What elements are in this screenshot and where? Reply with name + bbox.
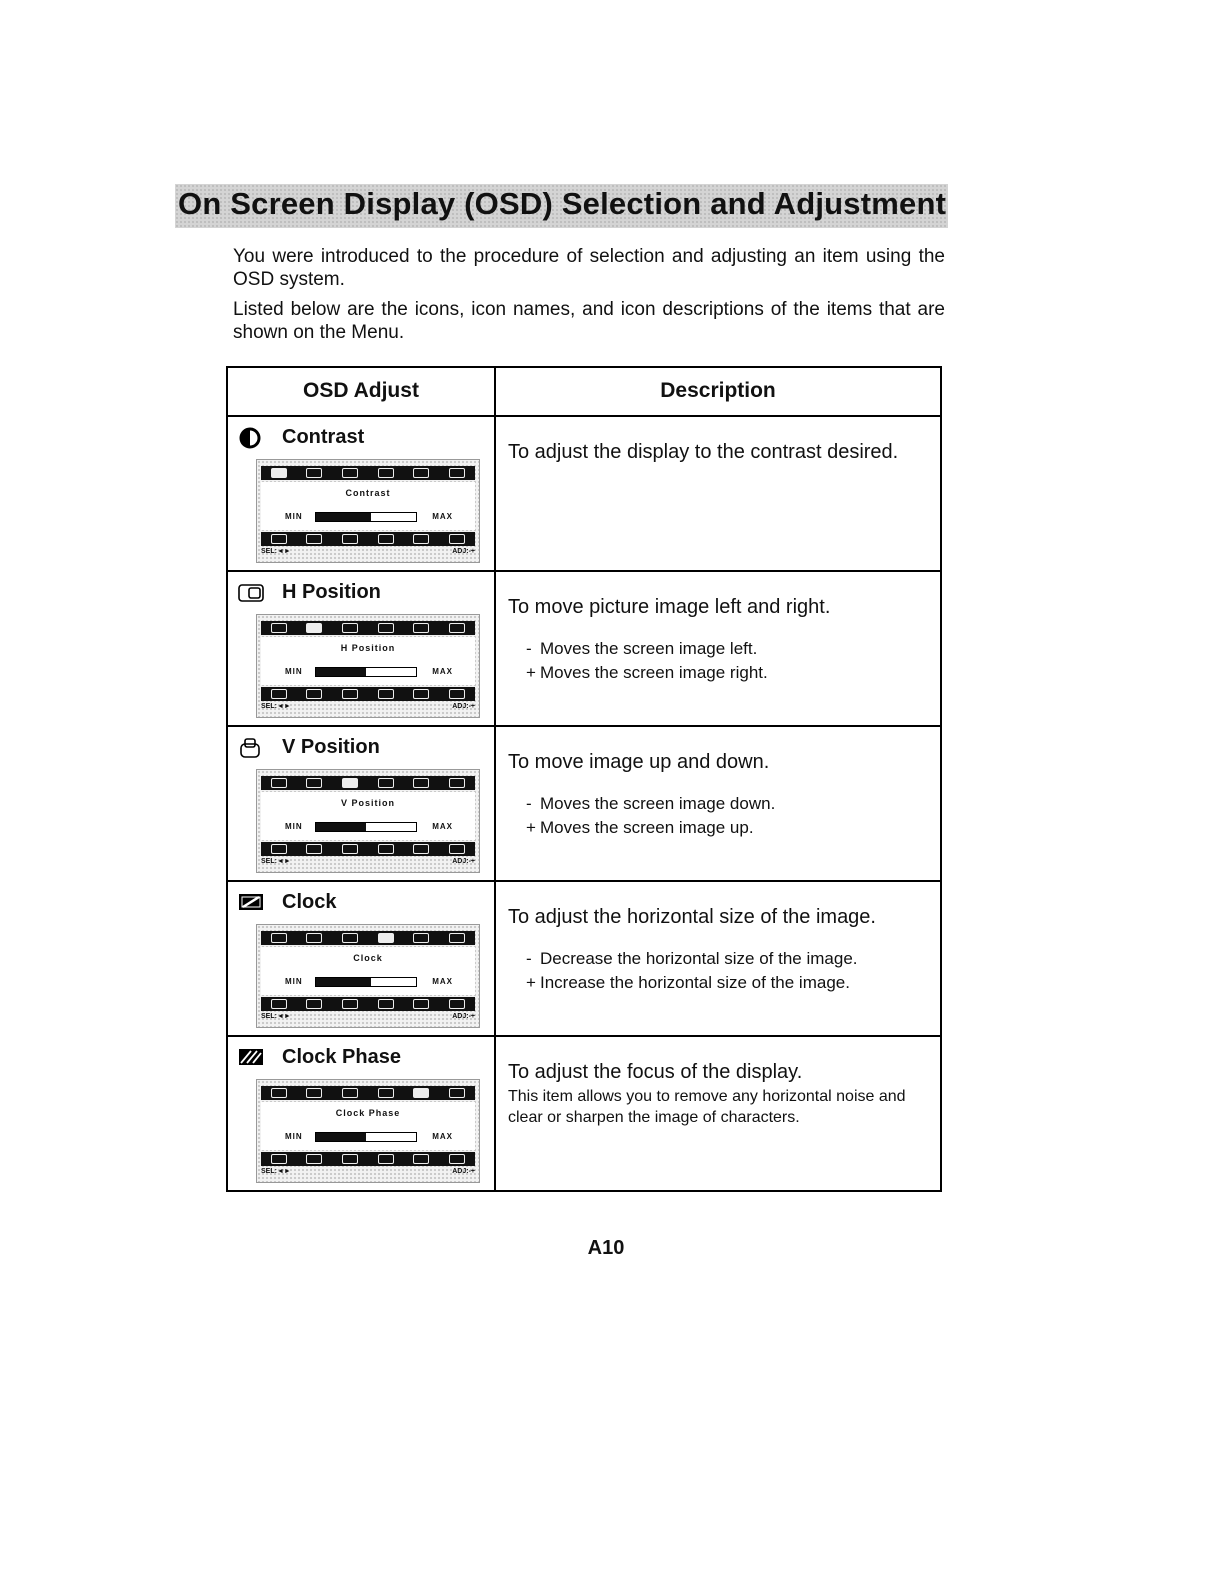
osd-menu-icon bbox=[342, 468, 358, 478]
osd-menu-icon bbox=[413, 689, 429, 699]
osd-bottom-menu-bar bbox=[261, 532, 475, 546]
desc-line-text: Increase the horizontal size of the image. bbox=[540, 972, 850, 992]
osd-menu-icon bbox=[342, 1154, 358, 1164]
osd-menu-icon bbox=[306, 1088, 322, 1098]
item-name: Contrast bbox=[282, 426, 365, 449]
osd-menu-icon bbox=[271, 999, 287, 1009]
desc-sign: + bbox=[526, 662, 536, 682]
osd-max-label: MAX bbox=[432, 976, 453, 986]
osd-menu-icon bbox=[378, 468, 394, 478]
item-name: H Position bbox=[282, 581, 381, 604]
osd-level-fill bbox=[316, 668, 366, 676]
v-position-icon bbox=[238, 737, 262, 759]
osd-panel bbox=[261, 1102, 475, 1150]
description bbox=[508, 441, 940, 464]
osd-menu-icon bbox=[413, 1154, 429, 1164]
osd-screenshot bbox=[256, 459, 480, 563]
header-description: Description bbox=[495, 367, 941, 416]
h-position-icon bbox=[238, 582, 262, 604]
osd-panel-title: H Position bbox=[340, 642, 396, 653]
osd-level-bar bbox=[315, 512, 417, 522]
osd-menu-icon bbox=[306, 534, 322, 544]
osd-menu-icon bbox=[413, 778, 429, 788]
table-row bbox=[227, 881, 941, 1036]
osd-footer-select: SEL:◄► bbox=[261, 547, 291, 555]
osd-menu-icon bbox=[378, 623, 394, 633]
osd-top-menu-bar bbox=[261, 621, 475, 635]
osd-max-label: MAX bbox=[432, 1131, 453, 1141]
header-osd-adjust: OSD Adjust bbox=[227, 367, 495, 416]
osd-adjust-cell bbox=[227, 416, 495, 571]
osd-menu-icon bbox=[449, 1088, 465, 1098]
osd-level-bar bbox=[315, 667, 417, 677]
description bbox=[508, 751, 940, 838]
osd-menu-icon bbox=[306, 933, 322, 943]
desc-line bbox=[526, 663, 940, 683]
osd-menu-icon bbox=[306, 999, 322, 1009]
description-cell bbox=[495, 1036, 941, 1191]
desc-line-text: Moves the screen image down. bbox=[540, 793, 776, 813]
osd-menu-icon bbox=[449, 778, 465, 788]
osd-adjust-cell bbox=[227, 881, 495, 1036]
item-heading bbox=[238, 580, 494, 606]
osd-panel-title: Clock Phase bbox=[335, 1107, 401, 1118]
desc-line bbox=[526, 639, 940, 659]
osd-level-fill bbox=[316, 1133, 366, 1141]
osd-top-menu-bar bbox=[261, 776, 475, 790]
osd-menu-icon bbox=[449, 844, 465, 854]
osd-menu-icon bbox=[342, 999, 358, 1009]
desc-sign: + bbox=[526, 817, 536, 837]
osd-menu-icon bbox=[449, 1154, 465, 1164]
osd-top-menu-bar bbox=[261, 1086, 475, 1100]
osd-footer bbox=[261, 1168, 475, 1178]
desc-line bbox=[526, 949, 940, 969]
osd-menu-icon bbox=[342, 844, 358, 854]
osd-menu-icon bbox=[449, 689, 465, 699]
osd-menu-icon bbox=[306, 468, 322, 478]
osd-level-bar bbox=[315, 1132, 417, 1142]
osd-footer-select: SEL:◄► bbox=[261, 1012, 291, 1020]
table-row bbox=[227, 416, 941, 571]
desc-main: To adjust the display to the contrast desired. bbox=[508, 440, 899, 463]
osd-menu-icon bbox=[342, 778, 358, 788]
osd-menu-icon bbox=[342, 623, 358, 633]
osd-menu-icon bbox=[378, 1088, 394, 1098]
osd-adjust-cell bbox=[227, 571, 495, 726]
table-row bbox=[227, 1036, 941, 1191]
osd-menu-icon bbox=[306, 623, 322, 633]
osd-menu-icon bbox=[271, 1154, 287, 1164]
description-cell bbox=[495, 726, 941, 881]
desc-sign: + bbox=[526, 972, 536, 992]
osd-menu-icon bbox=[306, 778, 322, 788]
osd-bottom-menu-bar bbox=[261, 997, 475, 1011]
osd-level-fill bbox=[316, 823, 366, 831]
item-name: Clock bbox=[282, 891, 337, 914]
osd-top-menu-bar bbox=[261, 466, 475, 480]
osd-footer-adjust: ADJ:-+ bbox=[452, 857, 475, 865]
osd-menu-icon bbox=[449, 468, 465, 478]
osd-screenshot bbox=[256, 614, 480, 718]
clock-phase-icon bbox=[238, 1047, 262, 1069]
osd-menu-icon bbox=[449, 623, 465, 633]
osd-menu-icon bbox=[271, 844, 287, 854]
osd-adjust-cell bbox=[227, 1036, 495, 1191]
desc-note: This item allows you to remove any horizontal noise and clear or sharpen the image of characters. bbox=[508, 1087, 906, 1126]
table-row bbox=[227, 726, 941, 881]
osd-level-fill bbox=[316, 513, 371, 521]
osd-menu-icon bbox=[378, 999, 394, 1009]
osd-menu-icon bbox=[271, 1088, 287, 1098]
osd-menu-icon bbox=[413, 844, 429, 854]
osd-menu-icon bbox=[271, 534, 287, 544]
osd-menu-icon bbox=[342, 933, 358, 943]
osd-menu-icon bbox=[449, 534, 465, 544]
osd-panel-title: Contrast bbox=[345, 487, 391, 498]
osd-menu-icon bbox=[378, 689, 394, 699]
osd-adjust-cell bbox=[227, 726, 495, 881]
intro-paragraph-2: Listed below are the icons, icon names, and icon descriptions of the items that are shown on the Menu. bbox=[233, 299, 945, 343]
item-name: Clock Phase bbox=[282, 1046, 401, 1069]
desc-main: To adjust the horizontal size of the image. bbox=[508, 905, 876, 928]
osd-bottom-menu-bar bbox=[261, 1152, 475, 1166]
osd-footer-select: SEL:◄► bbox=[261, 857, 291, 865]
osd-menu-icon bbox=[413, 468, 429, 478]
osd-footer-adjust: ADJ:-+ bbox=[452, 1167, 475, 1175]
description-cell bbox=[495, 571, 941, 726]
contrast-icon bbox=[238, 427, 262, 449]
intro-paragraph-1: You were introduced to the procedure of selection and adjusting an item using the OSD system. bbox=[233, 246, 945, 290]
osd-min-label: MIN bbox=[285, 821, 303, 831]
osd-menu-icon bbox=[378, 534, 394, 544]
osd-menu-icon bbox=[413, 933, 429, 943]
item-heading bbox=[238, 735, 494, 761]
osd-panel-title: V Position bbox=[340, 797, 395, 808]
desc-line-text: Moves the screen image up. bbox=[540, 817, 754, 837]
osd-menu-icon bbox=[378, 844, 394, 854]
osd-panel bbox=[261, 947, 475, 995]
osd-menu-icon bbox=[413, 999, 429, 1009]
osd-menu-icon bbox=[378, 1154, 394, 1164]
osd-footer-adjust: ADJ:-+ bbox=[452, 547, 475, 555]
osd-menu-icon bbox=[413, 623, 429, 633]
desc-line-text: Moves the screen image left. bbox=[540, 638, 758, 658]
osd-menu-icon bbox=[271, 623, 287, 633]
desc-sign: - bbox=[526, 948, 532, 968]
osd-min-label: MIN bbox=[285, 976, 303, 986]
osd-menu-icon bbox=[271, 468, 287, 478]
item-heading bbox=[238, 890, 494, 916]
osd-screenshot bbox=[256, 924, 480, 1028]
osd-panel-title: Clock bbox=[353, 952, 383, 963]
osd-footer bbox=[261, 548, 475, 558]
osd-footer-select: SEL:◄► bbox=[261, 702, 291, 710]
desc-line bbox=[526, 973, 940, 993]
desc-sign: - bbox=[526, 638, 532, 658]
osd-level-bar bbox=[315, 822, 417, 832]
osd-footer bbox=[261, 858, 475, 868]
osd-level-bar bbox=[315, 977, 417, 987]
osd-max-label: MAX bbox=[432, 666, 453, 676]
osd-footer-select: SEL:◄► bbox=[261, 1167, 291, 1175]
osd-top-menu-bar bbox=[261, 931, 475, 945]
table-row bbox=[227, 571, 941, 726]
item-heading bbox=[238, 1045, 494, 1071]
osd-level-fill bbox=[316, 978, 371, 986]
page-number: A10 bbox=[587, 1237, 625, 1259]
desc-main: To move picture image left and right. bbox=[508, 595, 831, 618]
desc-line bbox=[526, 794, 940, 814]
osd-menu-icon bbox=[271, 778, 287, 788]
osd-menu-icon bbox=[449, 999, 465, 1009]
osd-menu-icon bbox=[378, 778, 394, 788]
osd-menu-icon bbox=[271, 933, 287, 943]
item-name: V Position bbox=[282, 736, 380, 759]
osd-screenshot bbox=[256, 1079, 480, 1183]
description bbox=[508, 1061, 940, 1128]
osd-menu-icon bbox=[271, 689, 287, 699]
osd-table bbox=[226, 366, 942, 1192]
osd-footer-adjust: ADJ:-+ bbox=[452, 1012, 475, 1020]
osd-min-label: MIN bbox=[285, 511, 303, 521]
description-cell bbox=[495, 416, 941, 571]
desc-line-text: Moves the screen image right. bbox=[540, 662, 768, 682]
description bbox=[508, 906, 940, 993]
osd-min-label: MIN bbox=[285, 1131, 303, 1141]
desc-line bbox=[526, 818, 940, 838]
clock-icon bbox=[238, 892, 262, 914]
osd-menu-icon bbox=[342, 689, 358, 699]
osd-screenshot bbox=[256, 769, 480, 873]
osd-footer bbox=[261, 1013, 475, 1023]
osd-menu-icon bbox=[413, 534, 429, 544]
description-cell bbox=[495, 881, 941, 1036]
desc-line-text: Decrease the horizontal size of the image. bbox=[540, 948, 858, 968]
desc-main: To adjust the focus of the display. bbox=[508, 1060, 803, 1083]
osd-menu-icon bbox=[342, 534, 358, 544]
osd-panel bbox=[261, 637, 475, 685]
osd-menu-icon bbox=[306, 689, 322, 699]
osd-menu-icon bbox=[342, 1088, 358, 1098]
osd-bottom-menu-bar bbox=[261, 842, 475, 856]
page-title: On Screen Display (OSD) Selection and Adjustment bbox=[178, 186, 947, 221]
osd-panel bbox=[261, 482, 475, 530]
desc-sign: - bbox=[526, 793, 532, 813]
description bbox=[508, 596, 940, 683]
osd-min-label: MIN bbox=[285, 666, 303, 676]
desc-main: To move image up and down. bbox=[508, 750, 770, 773]
osd-max-label: MAX bbox=[432, 511, 453, 521]
osd-bottom-menu-bar bbox=[261, 687, 475, 701]
osd-menu-icon bbox=[378, 933, 394, 943]
osd-max-label: MAX bbox=[432, 821, 453, 831]
osd-menu-icon bbox=[413, 1088, 429, 1098]
osd-panel bbox=[261, 792, 475, 840]
osd-menu-icon bbox=[306, 844, 322, 854]
osd-menu-icon bbox=[306, 1154, 322, 1164]
osd-menu-icon bbox=[449, 933, 465, 943]
osd-footer bbox=[261, 703, 475, 713]
item-heading bbox=[238, 425, 494, 451]
osd-footer-adjust: ADJ:-+ bbox=[452, 702, 475, 710]
